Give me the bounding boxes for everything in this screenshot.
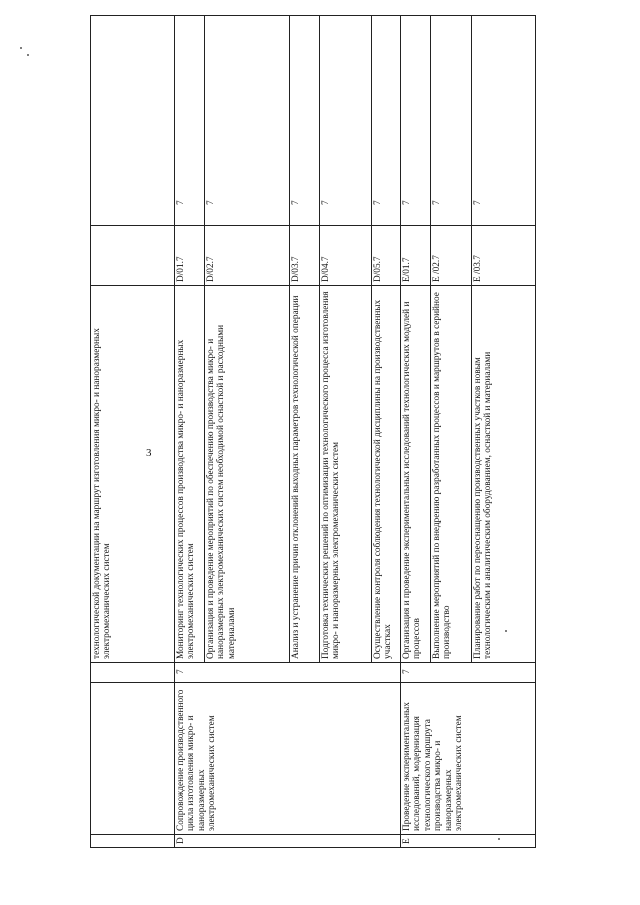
scan-speck	[505, 630, 507, 632]
cell-empty	[91, 16, 175, 226]
function-level: 7	[431, 16, 472, 226]
cell-empty	[91, 835, 175, 848]
scan-speck	[27, 54, 29, 56]
function-name: Организация и проведение мероприятий по обеспечению производства микро- и наноразмерных электромеханических систем необходимой оснасткой и расходными материалами	[205, 286, 290, 663]
generalized-code: E	[401, 835, 536, 848]
scan-speck	[498, 838, 500, 840]
function-code: D/04.7	[320, 226, 372, 286]
table-row	[175, 16, 205, 848]
table-row	[401, 16, 431, 848]
table-row-continuation	[91, 16, 175, 848]
rotated-table-area	[90, 15, 494, 848]
generalized-level: 7	[175, 663, 401, 683]
function-code: D/05.7	[372, 226, 401, 286]
functions-table	[90, 15, 536, 848]
function-level: 7	[205, 16, 290, 226]
function-code: E/01.7	[401, 226, 431, 286]
cell-empty	[91, 663, 175, 683]
function-code: D/03.7	[290, 226, 320, 286]
function-name: технологической документации на маршрут изготовления микро- и наноразмерных электромеханических систем	[91, 286, 175, 663]
function-level: 7	[320, 16, 372, 226]
generalized-name: Сопровождение производственного цикла изготовления микро- и наноразмерных электромеханических систем	[175, 683, 401, 835]
function-level: 7	[290, 16, 320, 226]
cell-empty	[91, 226, 175, 286]
function-name: Анализ и устранение причин отклонений выходных параметров технологической операции	[290, 286, 320, 663]
function-level: 7	[372, 16, 401, 226]
function-code: D/02.7	[205, 226, 290, 286]
function-name: Выполнение мероприятий по внедрению разработанных процессов и маршрутов в серийное производство	[431, 286, 472, 663]
generalized-level: 7	[401, 663, 536, 683]
function-code: D/01.7	[175, 226, 205, 286]
generalized-code: D	[175, 835, 401, 848]
function-code: E /02.7	[431, 226, 472, 286]
function-name: Осуществление контроля соблюдения технологической дисциплины на производственных участках	[372, 286, 401, 663]
function-level: 7	[401, 16, 431, 226]
function-level: 7	[175, 16, 205, 226]
generalized-name: Проведение экспериментальных исследований, модернизация технологического маршрута производства микро- и наноразмерных электромеханических систем	[401, 683, 536, 835]
function-level: 7	[472, 16, 536, 226]
function-name: Мониторинг технологических процессов производства микро- и наноразмерных электромеханических систем	[175, 286, 205, 663]
page-number: 3	[146, 447, 152, 459]
function-name: Организация и проведение экспериментальных исследований технологических модулей и процессов	[401, 286, 431, 663]
cell-empty	[91, 683, 175, 835]
function-name: Планирование работ по переоснащению производственных участков новым технологическим и аналитическим оборудованием, оснасткой и материалами	[472, 286, 536, 663]
scan-speck	[20, 47, 22, 49]
function-code: E /03.7	[472, 226, 536, 286]
function-name: Подготовка технических решений по оптимизации технологического процесса изготовления микро- и наноразмерных электромеханических систем	[320, 286, 372, 663]
